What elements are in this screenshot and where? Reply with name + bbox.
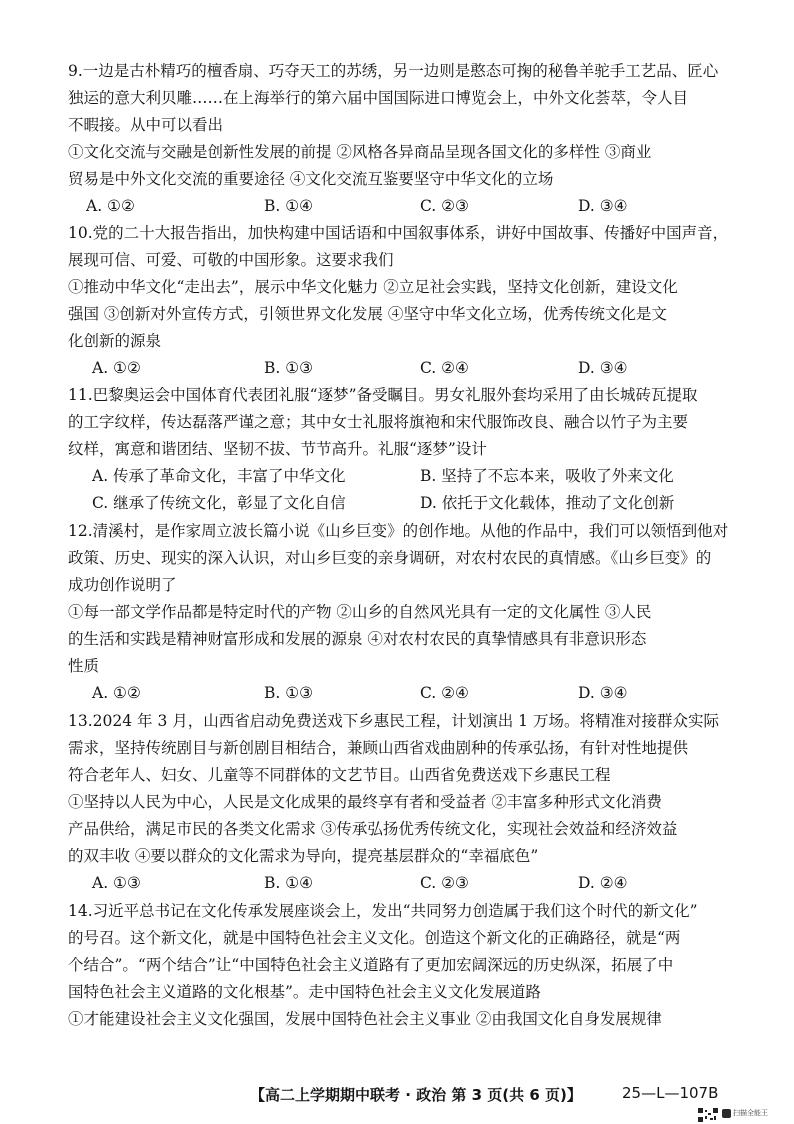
scanner-logo-icon — [722, 1109, 731, 1118]
option-a: A. ①② — [92, 359, 141, 377]
option-a: A. ①② — [92, 684, 141, 702]
question-text-line: 需求，坚持传统剧目与新创剧目相结合，兼顾山西省戏曲剧种的传承弘扬，有针对性地提供 — [68, 739, 689, 757]
footer-code: 25—L—107B — [622, 1084, 719, 1102]
question-text-line: 的生活和实践是精神财富形成和发展的源泉 ④对农村农民的真挚情感具有非意识形态 — [68, 630, 647, 648]
qr-code-icon — [698, 1108, 718, 1122]
option-d: D. ③④ — [578, 684, 628, 702]
option-b: B. 坚持了不忘本来，吸收了外来文化 — [420, 467, 674, 485]
question-text-line: 展现可信、可爱、可敬的中国形象。这要求我们 — [68, 251, 394, 269]
question-text-line: 贸易是中外文化交流的重要途径 ④文化交流互鉴要坚守中华文化的立场 — [68, 170, 554, 188]
option-d: D. ②④ — [578, 874, 628, 892]
option-c: C. ②④ — [420, 359, 469, 377]
page-footer — [0, 1084, 794, 1108]
question-text-line: 强国 ③创新对外宣传方式，引领世界文化发展 ④坚守中华文化立场，优秀传统文化是文 — [68, 305, 667, 323]
option-c: C. ②③ — [420, 197, 469, 215]
question-text-line: 的号召。这个新文化，就是中国特色社会主义文化。创造这个新文化的正确路径，就是“两 — [68, 929, 681, 947]
scanner-watermark-label: 扫描全能王 — [733, 1109, 768, 1117]
option-a: A. ①③ — [92, 874, 141, 892]
option-b: B. ①③ — [264, 359, 314, 377]
question-text-line: 的工字纹样，传达磊落严谨之意；其中女士礼服将旗袍和宋代服饰改良、融合以竹子为主要 — [68, 413, 689, 431]
question-text-line: ①每一部文学作品都是特定时代的产物 ②山乡的自然风光具有一定的文化属性 ③人民 — [68, 603, 652, 621]
question-text-line: 性质 — [68, 657, 100, 675]
question-text-line: 12.清溪村，是作家周立波长篇小说《山乡巨变》的创作地。从他的作品中，我们可以领悟到他对 — [68, 522, 729, 540]
option-d: D. ③④ — [578, 197, 628, 215]
question-text-line: 政策、历史、现实的深入认识，对山乡巨变的亲身调研，对农村农民的真情感。《山乡巨变》的 — [68, 549, 712, 567]
question-text-line: 9.一边是古朴精巧的檀香扇、巧夺天工的苏绣，另一边则是憨态可掬的秘鲁羊驼手工艺品、匠心 — [68, 62, 719, 80]
option-a: A. 传承了革命文化，丰富了中华文化 — [92, 467, 346, 485]
question-text-line: 13.2024 年 3 月，山西省启动免费送戏下乡惠民工程，计划演出 1 万场。将精准对接群众实际 — [68, 712, 719, 730]
question-text-line: 国特色社会主义道路的文化根基”。走中国特色社会主义文化发展道路 — [68, 983, 541, 1001]
question-text-line: 11.巴黎奥运会中国体育代表团礼服“逐梦”备受瞩目。男女礼服外套均采用了由长城砖瓦提取 — [68, 386, 698, 404]
question-text-line: 独运的意大利贝雕……在上海举行的第六届中国国际进口博览会上，中外文化荟萃，令人目 — [68, 89, 689, 107]
option-d: D. ③④ — [578, 359, 628, 377]
question-text-line: 14.习近平总书记在文化传承发展座谈会上，发出“共同努力创造属于我们这个时代的新文化” — [68, 902, 698, 920]
option-c: C. ②④ — [420, 684, 469, 702]
question-text-line: ①才能建设社会主义文化强国，发展中国特色社会主义事业 ②由我国文化自身发展规律 — [68, 1010, 662, 1028]
option-c: C. 继承了传统文化，彰显了文化自信 — [92, 494, 346, 512]
question-text-line: ①坚持以人民为中心，人民是文化成果的最终享有者和受益者 ②丰富多种形式文化消费 — [68, 793, 662, 811]
question-text-line: 不暇接。从中可以看出 — [68, 116, 224, 134]
question-text-line: 个结合”。“两个结合”让“中国特色社会主义道路有了更加宏阔深远的历史纵深，拓展了中 — [68, 956, 674, 974]
option-b: B. ①④ — [264, 197, 314, 215]
option-c: C. ②③ — [420, 874, 469, 892]
question-text-line: 成功创作说明了 — [68, 576, 177, 594]
scanner-watermark — [722, 1108, 778, 1120]
option-b: B. ①④ — [264, 874, 314, 892]
question-text-line: ①推动中华文化“走出去”，展示中华文化魅力 ②立足社会实践，坚持文化创新，建设文化 — [68, 278, 678, 296]
question-text-line: 化创新的源泉 — [68, 332, 162, 350]
option-d: D. 依托于文化载体，推动了文化创新 — [420, 494, 675, 512]
question-text-line: 的双丰收 ④要以群众的文化需求为导向，提亮基层群众的“幸福底色” — [68, 847, 539, 865]
question-text-line: ①文化交流与交融是创新性发展的前提 ②风格各异商品呈现各国文化的多样性 ③商业 — [68, 143, 652, 161]
question-text-line: 纹样，寓意和谐团结、坚韧不拔、节节高升。礼服“逐梦”设计 — [68, 440, 487, 458]
question-text-line: 产品供给，满足市民的各类文化需求 ③传承弘扬优秀传统文化，实现社会效益和经济效益 — [68, 820, 678, 838]
question-text-line: 符合老年人、妇女、儿童等不同群体的文艺节目。山西省免费送戏下乡惠民工程 — [68, 766, 611, 784]
footer-title: 【高二上学期期中联考 · 政治 第 3 页(共 6 页)】 — [250, 1086, 582, 1104]
option-b: B. ①③ — [264, 684, 314, 702]
question-text-line: 10.党的二十大报告指出，加快构建中国话语和中国叙事体系，讲好中国故事、传播好中国声音， — [68, 224, 729, 242]
option-a: A. ①② — [86, 197, 135, 215]
